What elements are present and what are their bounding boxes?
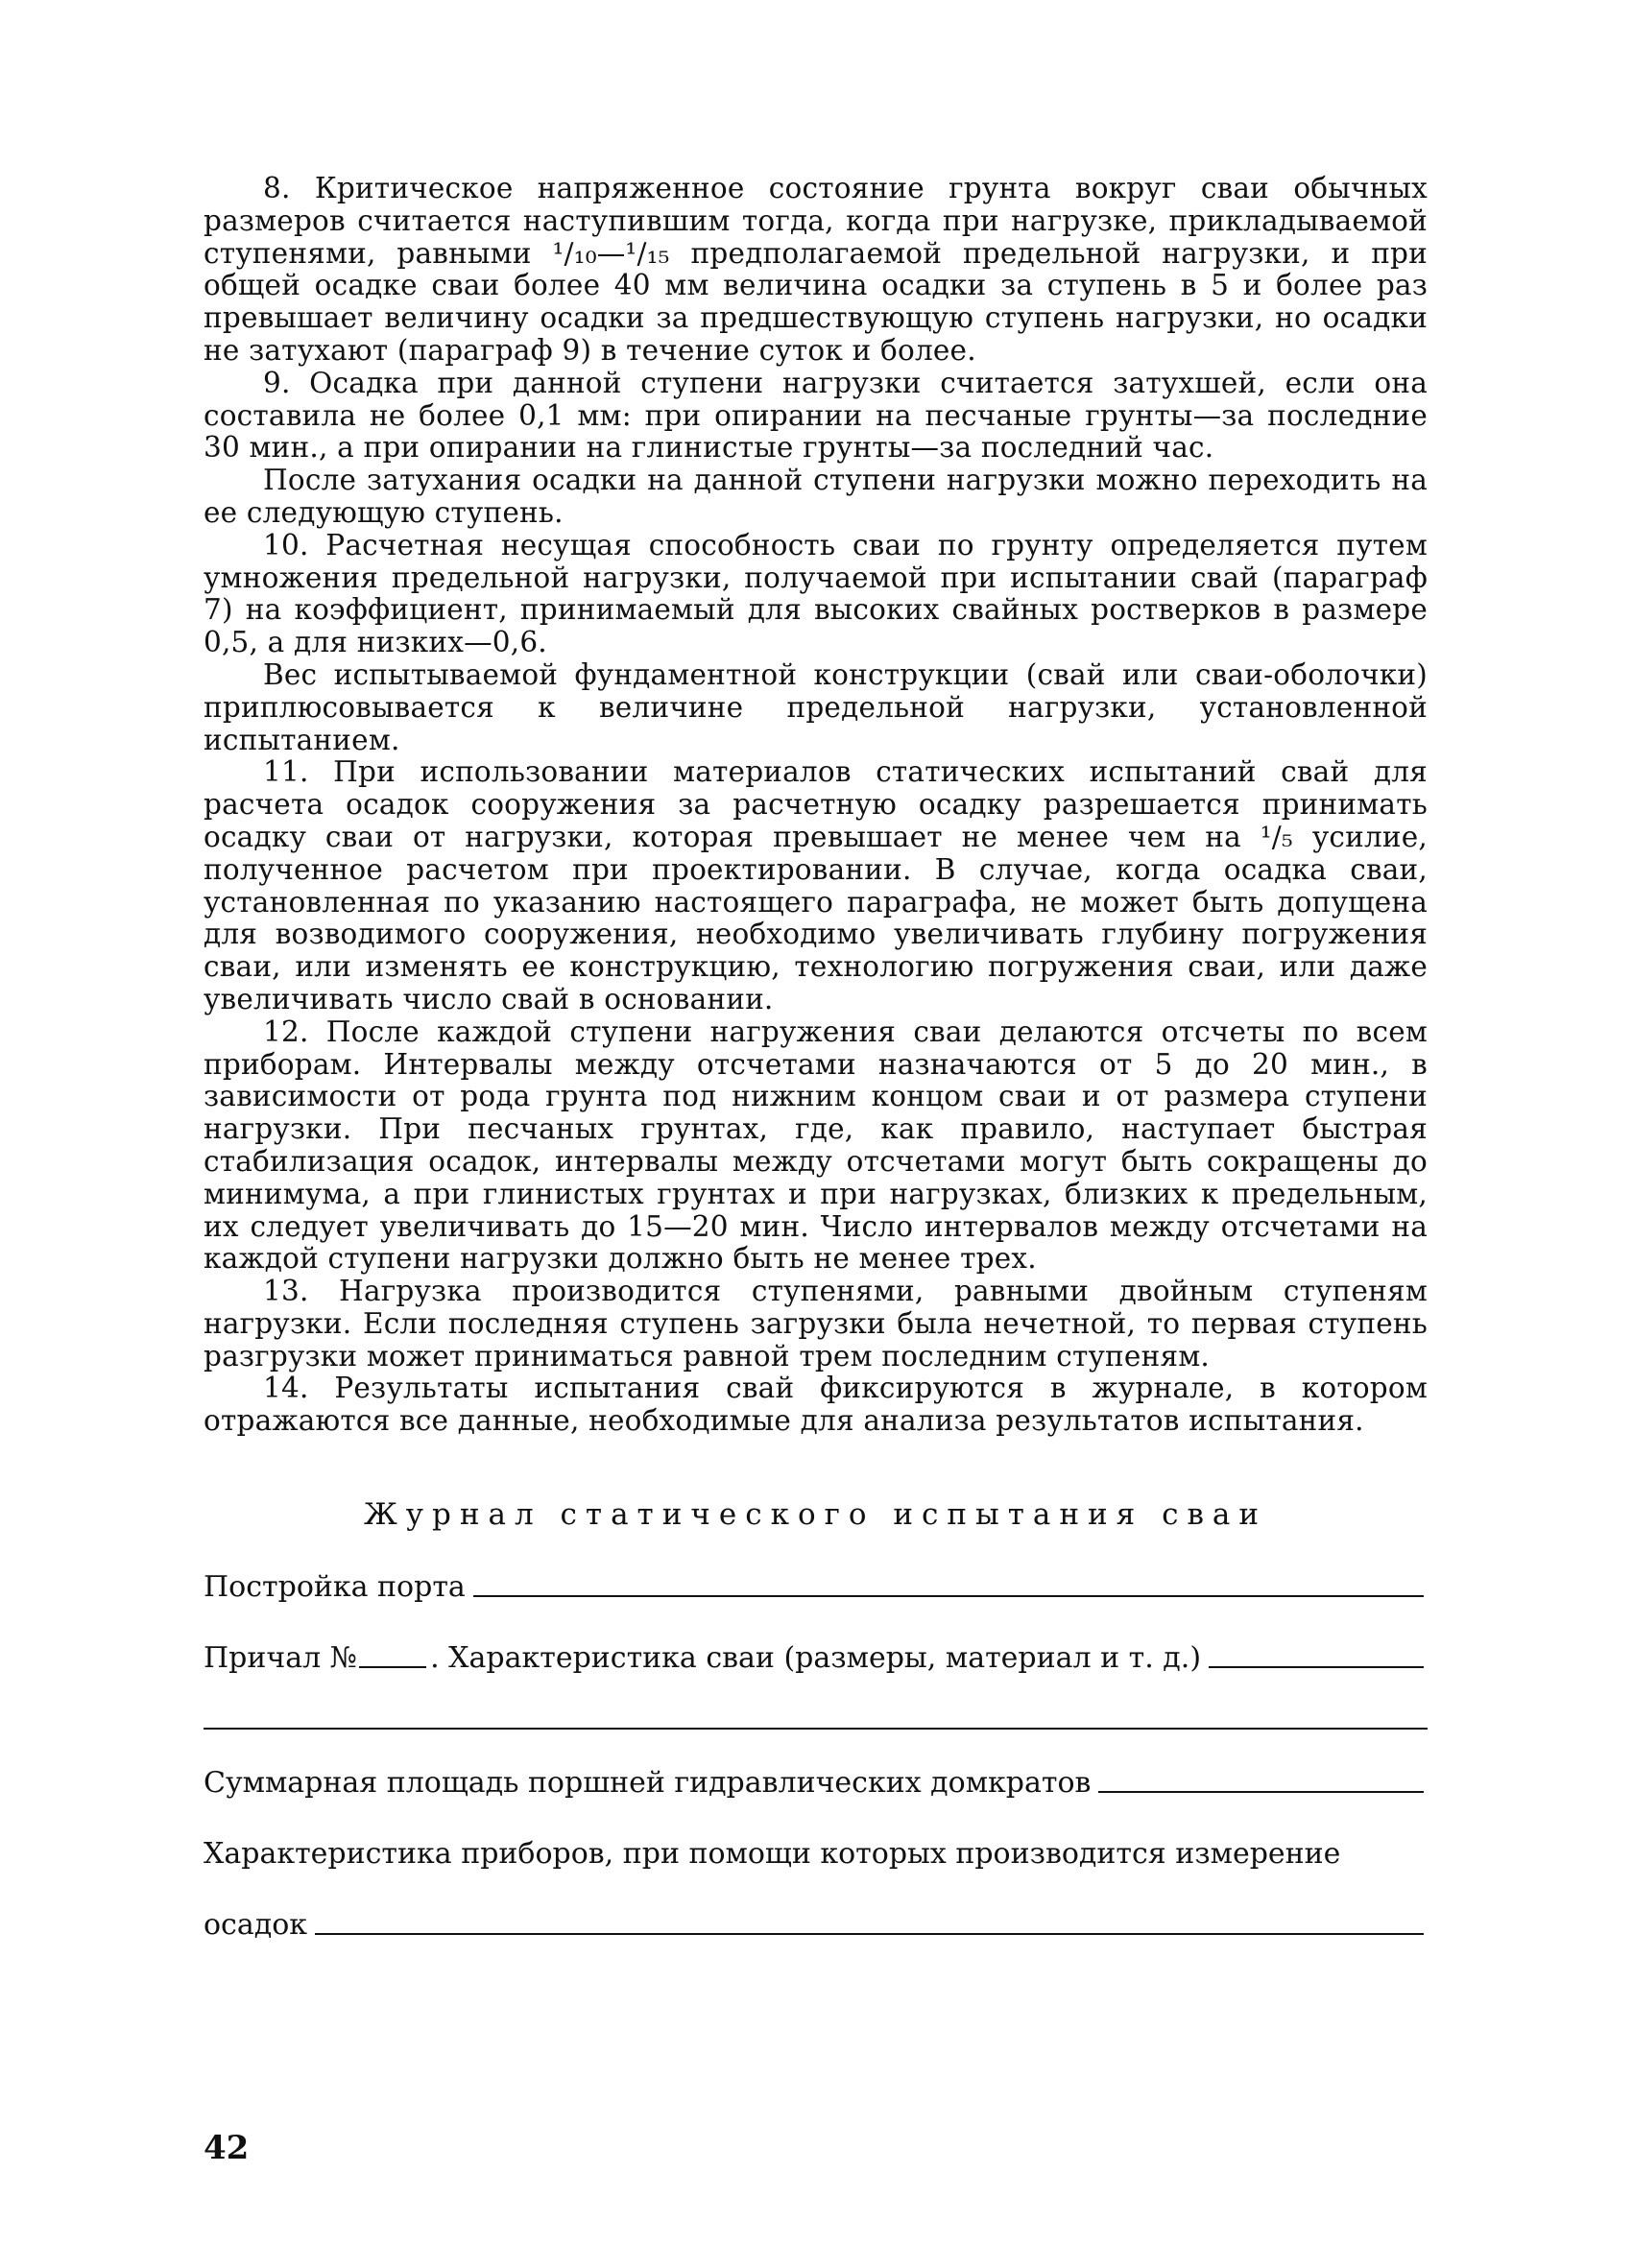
paragraph-10-continued: Вес испытываемой фундаментной конструкции (свай или сваи-оболочки) приплюсовывается к величине предельной нагрузки, установленной испытанием. [204,657,1428,756]
berth-number-field[interactable] [359,1666,426,1668]
settlement-label: осадок [204,1908,308,1943]
form-line-settlement [204,1908,1428,1943]
paragraph-11: 11. При использовании материалов статических испытаний свай для расчета осадок сооружения за расчетную осадку разрешается принимать осадку сваи от нагрузки, которая превышает не менее чем на ¹/₅ усилие, полученное расчетом при проектировании. В случае, когда осадка сваи, установленная по указанию настоящего параграфа, не может быть допущена для возводимого сооружения, необходимо увеличивать глубину погружения сваи, или изменять ее конструкцию, технологию погружения сваи, или даже увеличивать число свай в основании. [204,755,1428,1015]
paragraph-9-continued: После затухания осадки на данной ступени нагрузки можно переходить на ее следующую ступень. [204,464,1428,529]
paragraph-13: 13. Нагрузка производится ступенями, равными двойным ступеням нагрузки. Если последняя ступень загрузки была нечетной, то первая ступень разгрузки может приниматься равной трем последним ступеням. [204,1275,1428,1373]
paragraph-12: 12. После каждой ступени нагружения сваи делаются отсчеты по всем приборам. Интервалы между отсчетами назначаются от 5 до 20 мин., в зависимости от рода грунта под нижним концом сваи и от размера ступени нагрузки. При песчаных грунтах, где, как правило, наступает быстрая стабилизация осадок, интервалы между отсчетами могут быть сокращены до минимума, а при глинистых грунтах и при нагрузках, близких к предельным, их следует увеличивать до 15—20 мин. Число интервалов между отсчетами на каждой ступени нагрузки должно быть не менее трех. [204,1015,1428,1276]
pile-characteristic-label: . Характеристика сваи (размеры, материал и т. д.) [430,1641,1202,1676]
journal-title: Журнал статического испытания сваи [363,1497,1268,1533]
instruments-label: Характеристика приборов, при помощи которых производится измерение [204,1837,1341,1872]
paragraph-8: 8. Критическое напряженное состояние грунта вокруг сваи обычных размеров считается наступившим тогда, когда при нагрузке, прикладываемой ступенями, равными ¹/₁₀—¹/₁₅ предполагаемой предельной нагрузки, и при общей осадке сваи более 40 мм величина осадки за ступень в 5 и более раз превышает величину осадки за предшествующую ступень нагрузки, но осадки не затухают (параграф 9) в течение суток и более. [204,172,1428,367]
port-field[interactable] [473,1595,1424,1597]
document-page [204,173,1428,1943]
pile-characteristic-field-continued[interactable] [204,1726,1428,1730]
paragraph-10: 10. Расчетная несущая способность сваи по грунту определяется путем умножения предельной нагрузки, получаемой при испытании свай (параграф 7) на коэффициент, принимаемый для высоких свайных ростверков в размере 0,5, а для низких—0,6. [204,528,1428,659]
page-number: 42 [204,2129,250,2167]
berth-label: Причал № [204,1641,358,1676]
piston-area-label: Суммарная площадь поршней гидравлических домкратов [204,1766,1092,1801]
form-line-port [204,1570,1428,1605]
instruments-field[interactable] [315,1933,1424,1935]
paragraph-9: 9. Осадка при данной ступени нагрузки считается затухшей, если она составила не более 0,1 мм: при опирании на песчаные грунты—за последние 30 мин., а при опирании на глинистые грунты—за последний час. [204,366,1428,465]
form-line-instruments [204,1837,1428,1872]
form-line-berth [204,1641,1428,1676]
port-label: Постройка порта [204,1570,466,1605]
piston-area-field[interactable] [1098,1791,1424,1793]
form-line-piston-area [204,1766,1428,1801]
paragraph-14: 14. Результаты испытания свай фиксируются в журнале, в котором отражаются все данные, необходимые для анализа результатов испытания. [204,1372,1428,1438]
pile-characteristic-field[interactable] [1209,1666,1424,1668]
